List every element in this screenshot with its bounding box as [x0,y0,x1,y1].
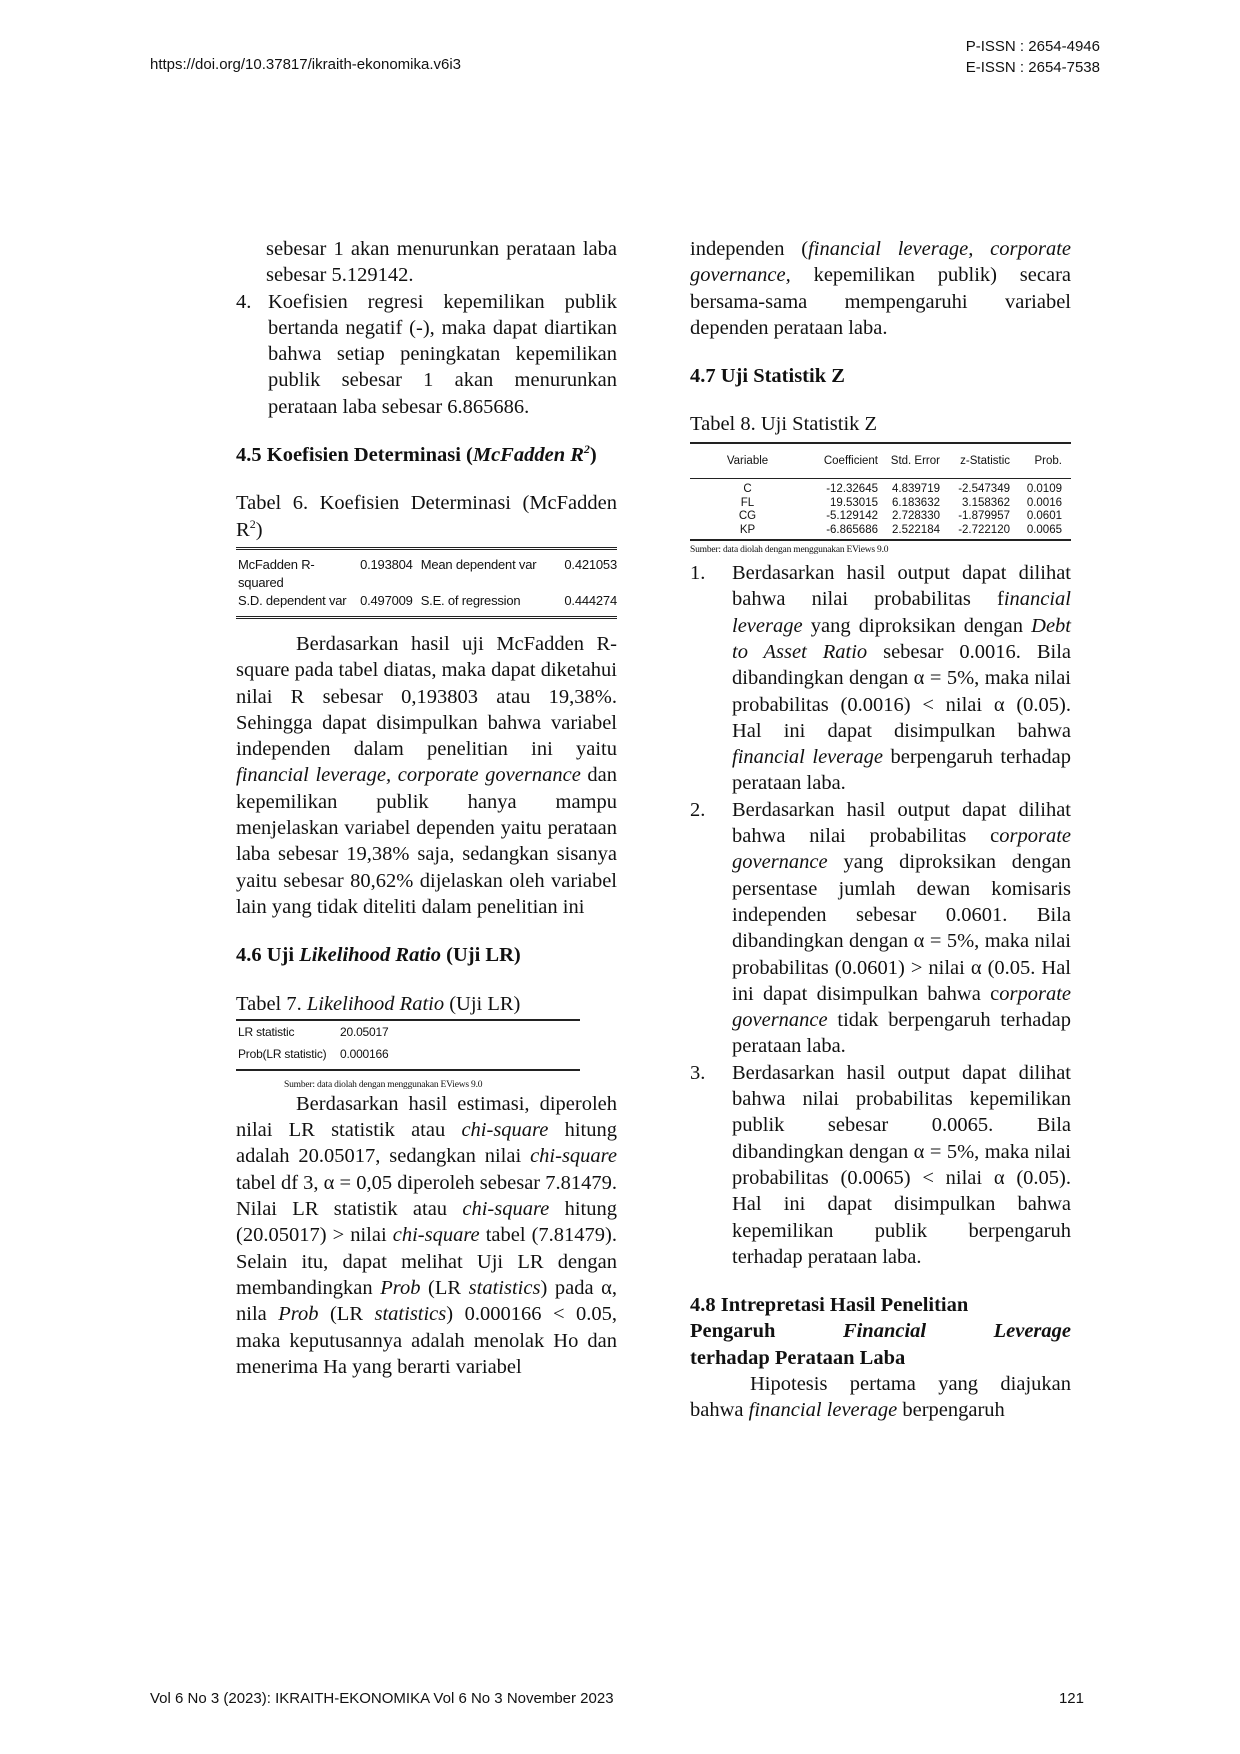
table-cell: S.D. dependent var [238,592,347,608]
table-header-cell: Coefficient [823,454,878,467]
table-cell: -1.879957 [958,510,1010,523]
table-cell: FL [740,496,755,509]
table-6-caption: Tabel 6. Koefisien Determinasi (McFadden $R^2$) [236,492,617,541]
table-row [690,524,1071,538]
section-heading-4-5: 4.5 Koefisien Determinasi (McFadden $R^2$) [236,442,597,467]
table-cell: 0.0109 [1026,483,1062,496]
table-cell: -2.722120 [958,523,1010,536]
pissn: P-ISSN : 2654-4946 [965,38,1100,55]
list-number: 4. [236,290,252,313]
table-cell: 0.444274 [564,592,617,608]
z-results-list [690,560,1071,1270]
table-row [690,483,1071,497]
table-cell: Mean dependent var [420,556,537,572]
list-number: 3. [690,1061,706,1084]
table-cell: 19.53015 [830,496,878,509]
table-cell: 0.421053 [564,556,617,572]
list-text: Koefisien regresi kepemilikan publik bertanda negatif (-), maka dapat diartikan bahwa setiap peningkatan kepemilikan publik sebesar 1 akan menurunkan perataan laba sebesar 6.865686. [268,290,617,418]
paragraph-continuation: independen (financial leverage, corporate governance, kepemilikan publik) secara bersama-sama mempengaruhi variabel dependen perataan laba. [690,238,1071,339]
section-heading-4-6: 4.6 Uji Likelihood Ratio (Uji LR) [236,944,521,967]
table-cell: Prob(LR statistic) [238,1046,327,1061]
list-item [690,797,1071,1060]
table-cell: 20.05017 [340,1024,389,1039]
table-row [690,510,1071,524]
section-heading-4-8: 4.8 Intrepretasi Hasil Penelitian Pengaruh Financial Leverage terhadap Perataan Laba [690,1294,1071,1369]
table-cell: 2.728330 [892,510,940,523]
table-8-caption: Tabel 8. Uji Statistik Z [690,413,878,436]
table-cell: 2.522184 [892,523,940,536]
table-cell: 3.158362 [962,496,1010,509]
table-6 [236,547,617,619]
table-cell: 0.0016 [1026,496,1062,509]
list-text: Berdasarkan hasil output dapat dilihat bahwa nilai probabilitas corporate governance yang diproksikan dengan persentase jumlah dewan komisaris independen sebesar 0.0601. Bila dibandingkan dengan α = 5%, maka nilai probabilitas (0.0601) > nilai α (0.05. Hal ini dapat disimpulkan bahwa corporate governance tidak berpengaruh terhadap perataan laba. [732,798,1071,1058]
list-text: Berdasarkan hasil output dapat dilihat bahwa nilai probabilitas financial leverage yang diproksikan dengan Debt to Asset Ratio sebesar 0.0016. Bila dibandingkan dengan α = 5%, maka nilai probabilitas (0.0016) < nilai α (0.05). Hal ini dapat disimpulkan bahwa financial leverage berpengaruh terhadap perataan laba. [732,562,1071,795]
table-cell: 0.193804 [360,556,413,572]
table-header-cell: Variable [726,454,769,467]
table-cell: C [743,483,752,496]
table-7 [236,1019,580,1071]
table-cell: -6.865686 [826,523,878,536]
table-row [690,497,1071,511]
list-item [236,289,617,420]
eissn: E-ISSN : 2654-7538 [965,59,1100,76]
table-row [238,1021,580,1043]
table-cell: -5.129142 [826,510,878,523]
table-row [238,592,617,610]
page-number: 121 [1058,1690,1084,1707]
table-cell: LR statistic [238,1024,295,1039]
list-number: 1. [690,562,706,585]
table-cell: 0.497009 [360,592,413,608]
table-header-cell: Std. Error [890,454,940,467]
footer-journal: Vol 6 No 3 (2023): IKRAITH-EKONOMIKA Vol 6 No 3 November 2023 [150,1690,614,1707]
table-7-caption: Tabel 7. Likelihood Ratio (Uji LR) [236,992,521,1015]
table-cell: -12.32645 [826,483,878,496]
table-row [238,556,617,592]
issn-block [966,36,1100,78]
left-column [236,236,617,1380]
table-cell: -2.547349 [958,483,1010,496]
section-heading-4-7: 4.7 Uji Statistik Z [690,365,845,388]
doi-link[interactable]: https://doi.org/10.37817/ikraith-ekonomika.v6i3 [150,56,462,73]
table-cell: S.E. of regression [420,592,521,608]
right-column [690,236,1071,1424]
paragraph-hypothesis: Hipotesis pertama yang diajukan bahwa financial leverage berpengaruh [690,1372,1071,1422]
table-header-cell: Prob. [1034,454,1062,467]
list-item [690,560,1071,797]
table-row [238,1043,580,1065]
list-number: 2. [690,798,706,821]
table-cell: McFadden R-squared [238,556,315,590]
paragraph-lr: Berdasarkan hasil estimasi, diperoleh nilai LR statistik atau chi-square hitung adalah 20.05017, sedangkan nilai chi-square tabel df 3, α = 0,05 diperoleh sebesar 7.81479. Nilai LR statistik atau chi-square hitung (20.05017) > nilai chi-square tabel (7.81479). Selain itu, dapat melihat Uji LR dengan membandingkan Prob (LR statistics) pada α, nila Prob (LR statistics) 0.000166 < 0.05, maka keputusannya adalah menolak Ho dan menerima Ha yang berarti variabel [236,1092,618,1378]
table-cell: 0.0601 [1026,510,1062,523]
table-cell: 0.0065 [1026,523,1062,536]
table-cell: 4.839719 [892,483,940,496]
table-cell: 6.183632 [892,496,940,509]
table-7-source: Sumber: data diolah dengan menggunakan EViews 9.0 [284,1079,483,1090]
coefficient-list [236,289,617,420]
paragraph-mcfadden: Berdasarkan hasil uji McFadden R-square pada tabel diatas, maka dapat diketahui nilai R sebesar 0,193803 atau 19,38%. Sehingga dapat disimpulkan bahwa variabel independen dalam penelitian ini yaitu financial leverage, corporate governance dan kepemilikan publik hanya mampu menjelaskan variabel dependen yaitu perataan laba sebesar 19,38% saja, sedangkan sisanya yaitu sebesar 80,62% dijelaskan oleh variabel lain yang tidak diteliti dalam penelitian ini [236,632,617,918]
list-text: Berdasarkan hasil output dapat dilihat bahwa nilai probabilitas kepemilikan publik sebesar 0.0065. Bila dibandingkan dengan α = 5%, maka nilai probabilitas (0.0065) < nilai α (0.05). Hal ini dapat disimpulkan bahwa kepemilikan publik berpengaruh terhadap perataan laba. [732,1061,1071,1268]
list-continuation: sebesar 1 akan menurunkan perataan laba sebesar 5.129142. [266,238,617,287]
table-header-cell: z-Statistic [960,454,1010,467]
table-cell: 0.000166 [340,1046,389,1061]
list-item [690,1060,1071,1270]
table-cell: CG [738,510,757,523]
table-8-source: Sumber: data diolah dengan menggunakan EViews 9.0 [690,545,889,556]
table-cell: KP [739,523,756,536]
table-8 [690,442,1071,541]
